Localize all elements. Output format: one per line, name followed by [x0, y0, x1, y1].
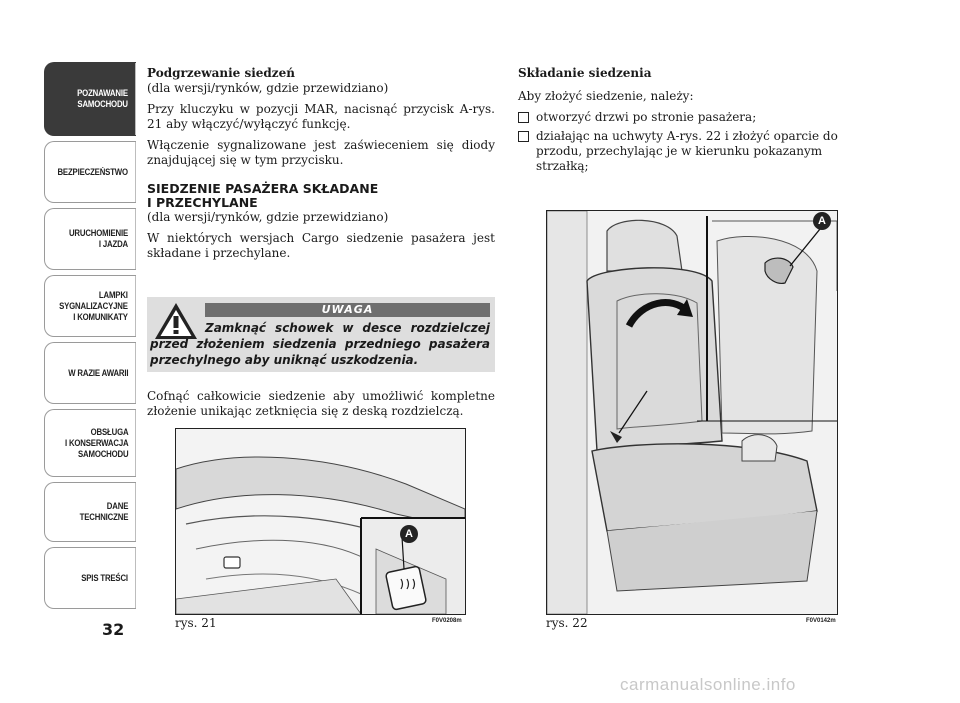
right-column — [518, 66, 866, 178]
checkbox-bullet-icon — [518, 131, 529, 142]
figure-22-label: rys. 22 — [546, 616, 588, 630]
tab-bezpieczenstwo[interactable] — [44, 141, 136, 203]
after-warning-paragraph: Cofnąć całkowicie siedzenie aby umożliwić kompletne złożenie unikając zetknięcia się z deską rozdzielczą. — [147, 389, 495, 418]
figure-21-code: F0V0208m — [432, 618, 462, 624]
list-item-text: otworzyć drzwi po stronie pasażera; — [536, 110, 757, 124]
list-item — [518, 129, 866, 174]
checkbox-bullet-icon — [518, 112, 529, 123]
tab-label: DANE TECHNICZNE — [79, 501, 128, 523]
folding-intro: Aby złożyć siedzenie, należy: — [518, 89, 694, 103]
section-heading-line2: I PRZECHYLANE — [147, 195, 258, 210]
folding-title: Składanie siedzenia — [518, 66, 652, 80]
left-column — [147, 66, 495, 267]
section-paragraph: W niektórych wersjach Cargo siedzenie pasażera jest składane i przechylane. — [147, 231, 495, 260]
tab-label: SPIS TREŚCI — [81, 572, 128, 584]
heating-paragraph-1: Przy kluczyku w pozycji MAR, nacisnąć przycisk A-rys. 21 aby włączyć/wyłączyć funkcję. — [147, 102, 495, 131]
tab-label: BEZPIECZEŃSTWO — [57, 166, 128, 178]
folding-steps — [518, 110, 866, 174]
page-number: 32 — [102, 620, 125, 639]
section-subtitle: (dla wersji/rynków, gdzie przewidziano) — [147, 210, 389, 224]
tab-label: W RAZIE AWARII — [67, 367, 128, 379]
section-heading-line1: SIEDZENIE PASAŻERA SKŁADANE — [147, 181, 379, 196]
figure-22-marker: A — [813, 212, 831, 230]
tab-label: OBSŁUGA I KONSERWACJA SAMOCHODU — [64, 426, 128, 460]
tab-label: LAMPKI SYGNALIZACYJNE I KOMUNIKATY — [59, 289, 128, 323]
figure-22-illustration — [547, 211, 837, 614]
figure-22 — [546, 210, 838, 615]
heating-title: Podgrzewanie siedzeń — [147, 66, 295, 80]
tab-label: URUCHOMIENIE I JAZDA — [68, 228, 128, 250]
watermark: carmanualsonline.info — [620, 675, 796, 694]
tab-spis-tresci[interactable] — [44, 547, 136, 609]
tab-lampki-sygnalizacyjne[interactable] — [44, 275, 136, 337]
warning-heading: UWAGA — [205, 303, 490, 317]
figure-22-code: F0V0142m — [806, 618, 836, 624]
tab-w-razie-awarii[interactable] — [44, 342, 136, 404]
figure-21 — [175, 428, 466, 615]
figure-21-illustration — [176, 429, 465, 614]
heating-subtitle: (dla wersji/rynków, gdzie przewidziano) — [147, 81, 389, 95]
tab-uruchomienie-i-jazda[interactable] — [44, 208, 136, 270]
list-item — [518, 110, 866, 125]
figure-21-marker: A — [400, 525, 418, 543]
warning-text-wrap — [150, 320, 490, 368]
heating-paragraph-2: Włączenie sygnalizowane jest zaświeceniem się diody znajdującej się w tym przycisku. — [147, 138, 495, 167]
figure-21-label: rys. 21 — [175, 616, 217, 630]
after-warning-column — [147, 389, 495, 425]
list-item-text: działając na uchwyty A-rys. 22 i złożyć oparcie do przodu, przechylając je w kierunku pokazanym strzałką; — [536, 129, 838, 173]
tab-obsluga-i-konserwacja[interactable] — [44, 409, 136, 477]
tab-poznawanie-samochodu[interactable] — [44, 62, 136, 136]
tab-label: POZNAWANIE SAMOCHODU — [77, 88, 128, 110]
tab-dane-techniczne[interactable] — [44, 482, 136, 542]
warning-text: Zamknąć schowek w desce rozdzielczej przed złożeniem siedzenia przedniego pasażera przechylnego aby uniknąć uszkodzenia. — [150, 321, 490, 367]
